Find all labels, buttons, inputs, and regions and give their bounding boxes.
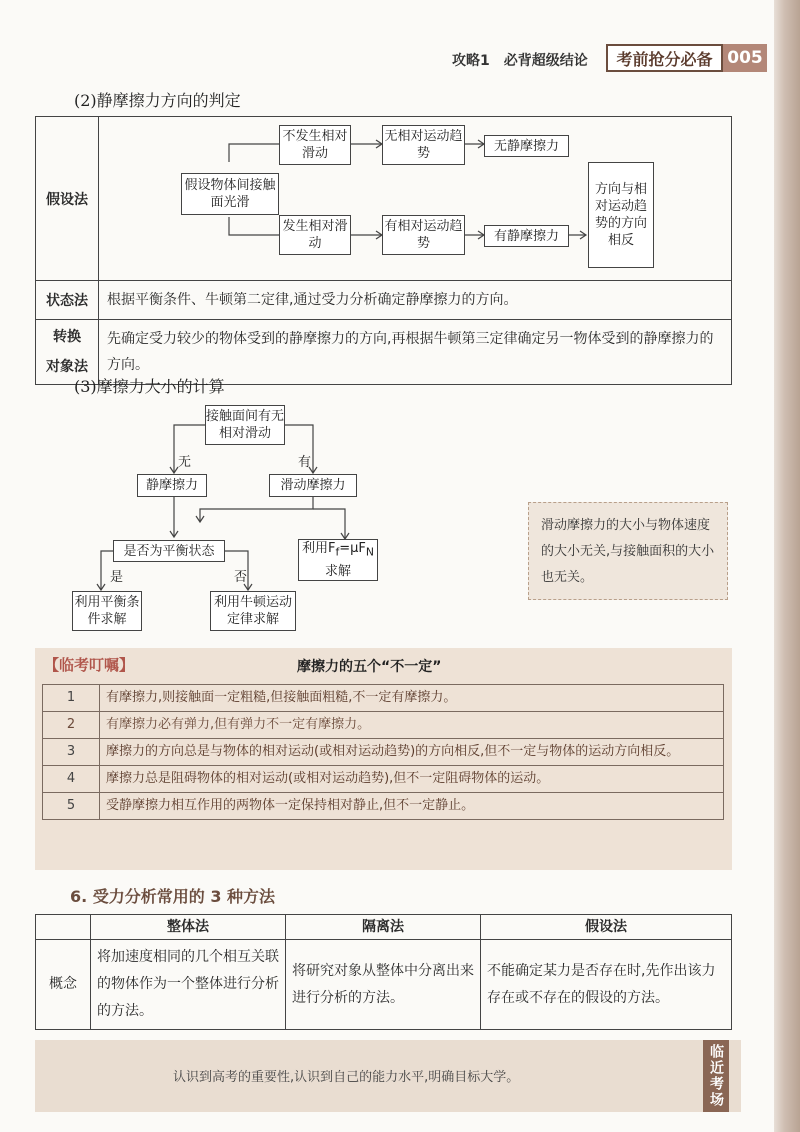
footer-motto: 认识到高考的重要性,认识到自己的能力水平,明确目标大学。 [173,1070,520,1085]
method-label-assume: 假设法 [36,117,99,281]
label-is: 是 [110,570,124,585]
friction-direction-table [35,116,732,385]
static-friction-box: 有静摩擦力 [484,225,569,247]
state-method-text: 根据平衡条件、牛顿第二定律,通过受力分析确定静摩擦力的方向。 [99,281,732,320]
connector-bottom [229,217,279,235]
tips-row-number: 1 [43,685,100,712]
header-assume: 假设法 [481,915,732,940]
tips-tag: 【临考叮嘱】 [44,656,135,674]
label-no: 无 [178,455,192,470]
tips-table [42,684,724,820]
kinetic-friction-node: 滑动摩擦力 [269,474,357,497]
row-label-concept: 概念 [36,940,91,1030]
static-friction-node: 静摩擦力 [137,474,207,497]
direction-result-box: 方向与相对运动趋势的方向相反 [588,162,654,268]
section-title-6: 6. 受力分析常用的 3 种方法 [70,887,276,906]
root-question-box: 接触面间有无相对滑动 [205,405,285,445]
analysis-methods-table [35,914,732,1030]
tips-row-text: 摩擦力的方向总是与物体的相对运动(或相对运动趋势)的方向相反,但不一定与物体的运动方向相反。 [100,739,724,766]
assume-box: 假设物体间接触面光滑 [181,173,279,215]
page-edge [774,0,800,1132]
page-number: 005 [723,44,767,72]
header-isolate: 隔离法 [286,915,481,940]
cell-whole: 将加速度相同的几个相互关联的物体作为一个整体进行分析的方法。 [91,940,286,1030]
trend-box: 有相对运动趋势 [382,215,465,255]
tips-title: 摩擦力的五个“不一定” [297,659,442,675]
slip-box: 发生相对滑动 [279,215,351,255]
formula-box: 利用$F_f=\mu F_N$ 求解 [298,539,378,581]
label-yes: 有 [298,455,312,470]
tips-row [43,712,724,739]
tips-row-text: 有摩擦力,则接触面一定粗糙,但接触面粗糙,不一定有摩擦力。 [100,685,724,712]
tips-row-text: 摩擦力总是阻碍物体的相对运动(或相对运动趋势),但不一定阻碍物体的运动。 [100,766,724,793]
tips-row-number: 4 [43,766,100,793]
header-empty [36,915,91,940]
tips-row-number: 3 [43,739,100,766]
chapter-title: 攻略1 必背超级结论 [452,53,588,69]
connector-top [229,144,279,162]
header-whole: 整体法 [91,915,286,940]
side-tab: 临近考场 [703,1040,729,1112]
label-not: 否 [234,570,248,585]
balance-question-box: 是否为平衡状态 [113,540,225,562]
balance-solve-box: 利用平衡条件求解 [72,591,142,631]
method-label-transfer: 转换 对象法 [36,320,99,385]
transfer-method-text: 先确定受力较少的物体受到的静摩擦力的方向,再根据牛顿第三定律确定另一物体受到的静摩擦力的方向。 [99,320,732,385]
tips-row-number: 5 [43,793,100,820]
kinetic-friction-note: 滑动摩擦力的大小与物体速度的大小无关,与接触面积的大小也无关。 [528,502,728,600]
cell-assume: 不能确定某力是否存在时,先作出该力存在或不存在的假设的方法。 [481,940,732,1030]
tips-row-text: 受静摩擦力相互作用的两物体一定保持相对静止,但不一定静止。 [100,793,724,820]
section-title-3: (3)摩擦力大小的计算 [74,377,225,396]
tips-row [43,739,724,766]
no-slip-box: 不发生相对滑动 [279,125,351,165]
header-badge: 考前抢分必备 [606,44,723,72]
cell-isolate: 将研究对象从整体中分离出来进行分析的方法。 [286,940,481,1030]
assume-flowchart [99,117,732,281]
method-label-state: 状态法 [36,281,99,320]
tips-row-number: 2 [43,712,100,739]
no-trend-box: 无相对运动趋势 [382,125,465,165]
tips-row-text: 有摩擦力必有弹力,但有弹力不一定有摩擦力。 [100,712,724,739]
tips-row [43,793,724,820]
no-static-friction-box: 无静摩擦力 [484,135,569,157]
tips-row [43,685,724,712]
tips-row [43,766,724,793]
newton-solve-box: 利用牛顿运动定律求解 [210,591,296,631]
section-title-2: (2)静摩擦力方向的判定 [74,91,241,110]
